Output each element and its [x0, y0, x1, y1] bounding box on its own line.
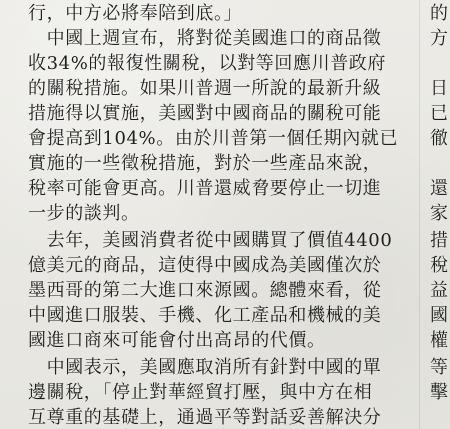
adjacent-char-11: 國 [430, 305, 448, 326]
article-line-13: 中國進口服裝、手機、化工產品和機械的美 [28, 305, 382, 326]
adjacent-char-9: 稅 [430, 255, 448, 276]
adjacent-char-12: 權 [430, 330, 448, 351]
article-line-2: 中國上週宣布，將對從美國進口的商品徵 [28, 28, 382, 49]
adjacent-char-8: 措 [430, 230, 448, 251]
article-line-15: 中國表示，美國應取消所有針對中國的單 [28, 357, 382, 378]
adjacent-char-5: 徹 [430, 128, 448, 149]
adjacent-char-4: 已 [430, 103, 448, 124]
article-line-16: 邊關稅，「停止對華經貿打壓，與中方在相 [28, 382, 373, 403]
article-line-7: 實施的一些徵稅措施，對於一些產品來說， [28, 153, 382, 174]
article-line-3: 收34%的報復性關稅，以對等回應川普政府 [28, 53, 387, 74]
article-line-6: 會提高到104%。由於川普第一個任期內就已 [28, 128, 399, 149]
adjacent-char-3: 日 [430, 78, 448, 99]
article-line-17: 互尊重的基礎上，通過平等對話妥善解決分 [28, 407, 382, 428]
article-line-8: 稅率可能會更高。川普還威脅要停止一切進 [28, 178, 382, 199]
article-line-1: 行，中方必將奉陪到底。」 [28, 3, 243, 24]
article-line-9: 一步的談判。 [28, 203, 140, 224]
adjacent-char-13: 等 [430, 357, 448, 378]
adjacent-char-1: 的 [430, 3, 448, 24]
article-line-10: 去年，美國消費者從中國購買了價值4400 [28, 230, 393, 251]
column-divider [419, 0, 420, 429]
article-line-5: 措施得以實施，美國對中國商品的關稅可能 [28, 103, 382, 124]
adjacent-char-7: 家 [430, 203, 448, 224]
adjacent-article-column [430, 0, 450, 429]
adjacent-char-2: 方 [430, 28, 448, 49]
adjacent-char-6: 還 [430, 178, 448, 199]
article-line-11: 億美元的商品，這使得中國成為美國僅次於 [28, 255, 382, 276]
article-column [28, 0, 413, 429]
adjacent-char-14: 擊 [430, 382, 448, 403]
article-line-4: 的關稅措施。如果川普週一所說的最新升級 [28, 78, 382, 99]
adjacent-char-10: 益 [430, 280, 448, 301]
article-line-14: 國進口商來可能會付出高昂的代價。 [28, 330, 326, 351]
article-line-12: 墨西哥的第二大進口來源國。總體來看，從 [28, 280, 382, 301]
